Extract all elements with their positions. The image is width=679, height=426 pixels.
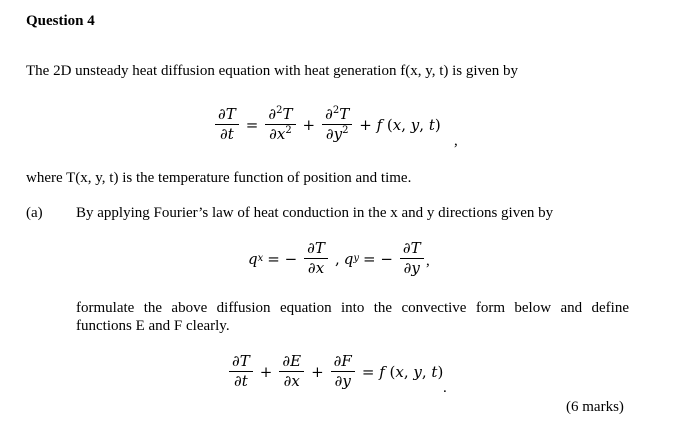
formulate-text-line1: formulate the above diffusion equation into the convective form below and define (76, 300, 629, 316)
part-a-instruction: By applying Fourier’s law of heat conduction in the x and y directions given by (76, 205, 554, 221)
formulate-text-line2: functions E and F clearly. (76, 318, 230, 334)
d2T-dy2-fraction: $\frac{\partial^2T}{\partial y^2}$ (322, 106, 352, 143)
dT-dy-fraction: $\frac{\partial T}{\partial y}$ (400, 240, 424, 277)
fourier-law-equation: q x = − $\frac{\partial T}{\partial x}$ , q y = − $\frac{\partial T}{\partial y}$ (248, 240, 427, 277)
equation3-trailing-period: . (443, 380, 447, 396)
dT-dx-fraction: $\frac{\partial T}{\partial x}$ (304, 240, 328, 277)
part-a-label: (a) (26, 205, 43, 221)
convective-form-equation: $\frac{\partial T}{\partial t}$ + $\frac{\partial E}{\partial x}$ + $\frac{\partial F}{\partial y}$ = f (x, y, t) (226, 353, 447, 390)
marks-label: (6 marks) (566, 399, 624, 415)
intro-text: The 2D unsteady heat diffusion equation with heat generation f(x, y, t) is given by (26, 63, 518, 79)
question-heading: Question 4 (26, 13, 95, 29)
where-text: where T(x, y, t) is the temperature function of position and time. (26, 170, 412, 186)
dT-dt-fraction: $\frac{\partial T}{\partial t}$ (215, 106, 239, 143)
dF-dy-fraction: $\frac{\partial F}{\partial y}$ (331, 353, 355, 390)
dE-dx-fraction: $\frac{\partial E}{\partial x}$ (279, 353, 304, 390)
equation1-trailing-comma: , (454, 133, 458, 149)
equation2-trailing-comma: , (426, 253, 430, 269)
diffusion-equation: $\frac{\partial T}{\partial t}$ = $\frac{\partial^2T}{\partial x^2}$ + $\frac{\partial^2T}{\partial y^2}$ + f (x, y, t) (212, 106, 445, 143)
d2T-dx2-fraction: $\frac{\partial^2T}{\partial x^2}$ (265, 106, 295, 143)
dT-dt-fraction-2: $\frac{\partial T}{\partial t}$ (229, 353, 253, 390)
